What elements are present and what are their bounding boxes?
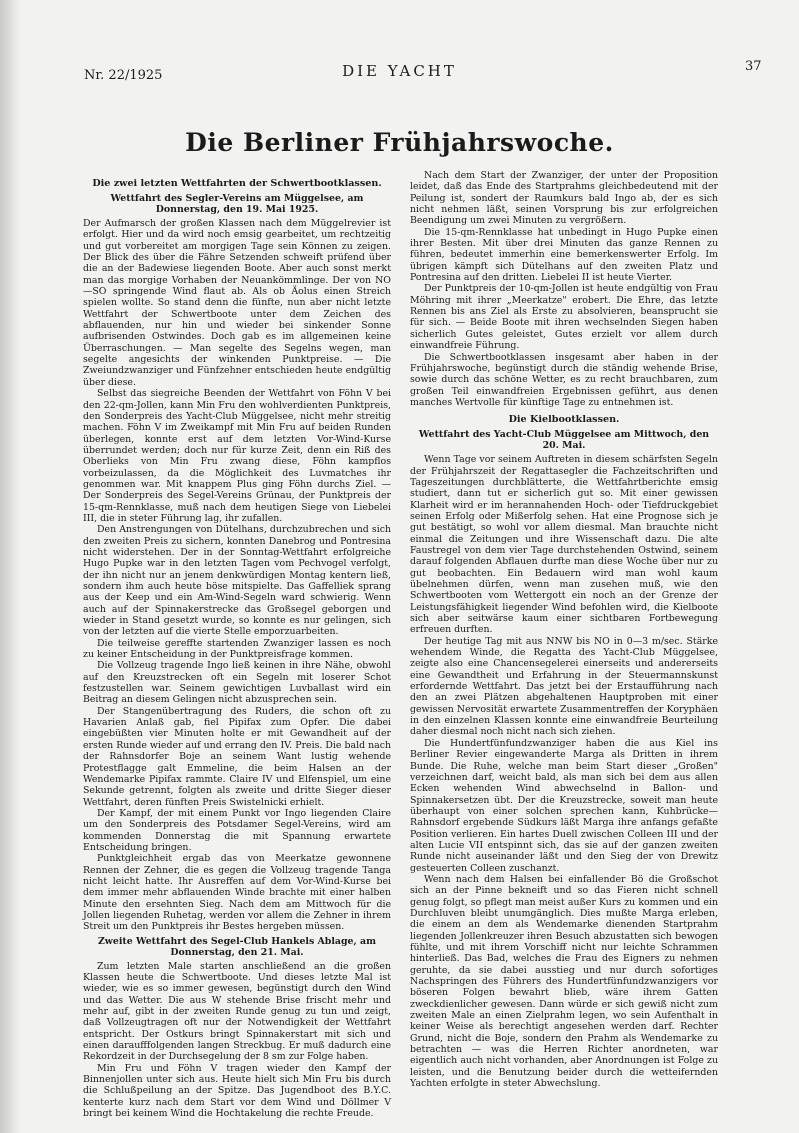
paragraph: Der Kampf, der mit einem Punkt vor Ingo liegenden Claire um den Sonderpreis des Potsdamer Segel-Vereins, wird am kommenden Donnerstag die mit Spannung erwartete Entscheidung bringen. [83,807,391,853]
paragraph: Den Anstrengungen von Dütelhans, durchzubrechen und sich den zweiten Preis zu sichern, konnten Danebrog und Pontresina nicht widerstehen. Der in der Sonntag-Wettfahrt erfolgreiche Hugo Pupke war in den letzten Tagen vom Pechvogel verfolgt, der ihn nicht nur an jenem denkwürdigen Montag kentern ließ, sondern ihm auch heute böse mitspielte. Das Gaffelliek sprang aus der Keep und ein Am-Wind-Segeln ward schwierig. Wenn auch auf der Spinnakerstrecke das Großsegel geborgen und wieder in Stand gesetzt wurde, so konnte es nur gelingen, sich von der letzten auf die vierte Stelle emporzuarbeiten. [83,524,391,638]
race-heading: Wettfahrt des Yacht-Club Müggelsee am Mittwoch, den 20. Mai. [418,429,710,452]
race-heading: Wettfahrt des Segler-Vereins am Müggelsee, am Donnerstag, den 19. Mai 1925. [110,193,364,215]
paragraph: Die 15-qm-Rennklasse hat unbedingt in Hugo Pupke einen ihrer Besten. Mit über drei Minuten das ganze Rennen zu führen, bedeutet immerhin eine bemerkenswerter Erfolg. Im übrigen kämpft sich Dütelhans auf den zweiten Platz und Pontresina auf den dritten. Liebelei II ist heute Vierter. [410,226,718,284]
paragraph: Der Punktpreis der 10-qm-Jollen ist heute endgültig von Frau Möhring mit ihrer „Meerkatze" erobert. Die Ehre, das letzte Rennen bis ans Ziel als Erste zu absolvieren, beansprucht sie für sich. — Beide Boote mit ihren wechselnden Siegen haben sicherlich Gutes geleistet, Gutes erzielt vor allem durch einwandfreie Führung. [410,283,718,352]
page-edge-shadow [0,0,20,1133]
page-number: 37 [745,59,762,74]
race-heading: Zweite Wettfahrt des Segel-Club Hankels Ablage, am Donnerstag, den 21. Mai. [97,935,377,958]
section-heading: Die zwei letzten Wettfahrten der Schwertbootklassen. [92,178,382,189]
paragraph: Der heutige Tag mit aus NNW bis NO in 0—3 m/sec. Stärke wehendem Winde, die Regatta des Yacht-Club Müggelsee, zeigte also eine Chancensegelerei einerseits und andererseits eine Gewandtheit und Erfahrung in der Steuermannskunst erfordernde Wettfahrt. Das jetzt bei der Erstaufführung nach den an zwei Plätzen abgehaltenen Hauptproben mit einer gewissen Nervosität erwartete Zusammentreffen der Koryphäen in den einzelnen Klassen konnte eine einwandfreie Beurteilung daher diesmal noch nicht nach sich ziehen. [410,635,718,738]
paragraph: Min Fru und Föhn V tragen wieder den Kampf der Binnenjollen unter sich aus. Heute hielt sich Min Fru bis durch die Schlußpeilung an der Spitze. Das Jugendboot des B.Y.C. kenterte kurz nach dem Start vor dem Wind und Döllmer V bringt bei keinem Wind die Hochtakelung die rechte Freude. [83,1062,391,1120]
paragraph: Der Aufmarsch der großen Klassen nach dem Müggelrevier ist erfolgt. Hier und da wird noch emsig gearbeitet, um rechtzeitig und gut vorbereitet am morgigen Tage sein Können zu zeigen. Der Blick des über die Fähre Setzenden schweift prüfend über die an der Badewiese liegenden Boote. Aber auch sonst merkt man das morgige Vorhaben der Neuankömmlinge. Der von NO—SO springende Wind flaut ab. Als ob Äolus einen Streich spielen wollte. So stand denn die fünfte, nun aber nicht letzte Wettfahrt der Schwertboote unter dem Zeichen des abflauenden, nur hin und wieder bei sinkender Sonne aufbrisenden Ostwindes. Doch gab es im allgemeinen keine Überraschungen. — Man segelte des Segelns wegen, man segelte angesichts der winkenden Punktpreise. — Die Zweiundzwanziger und Fünfzehner entschieden heute endgültig über diese. [83,218,391,388]
paragraph: Die Hundertfünfundzwanziger haben die aus Kiel ins Berliner Revier eingewanderte Marga als Dritten in ihrem Bunde. Die Ruhe, welche man beim Start dieser „Großen" verzeichnen darf, weicht bald, als man sich bei dem aus allen Ecken wehenden Wind abwechselnd in Ballon- und Spinnakersetzen übt. Der die Kreuzstrecke, soweit man heute überhaupt von einer solchen sprechen kann, Kuhbrücke—Rahnsdorf ergebende Südkurs läßt Marga ihre anfangs gefaßte Position verlieren. Ein hartes Duell zwischen Colleen III und der alten Lucie VII entspinnt sich, das sie auf der ganzen zweiten Runde nicht auseinander läßt und den Sieg der von Drewitz gesteuerten Colleen zuschanzt. [410,737,718,874]
left-column [83,176,391,1119]
paragraph: Die teilweise gereffte startenden Zwanziger lassen es noch zu keiner Entscheidung in der Punktpreisfrage kommen. [83,637,391,661]
paragraph: Zum letzten Male starten anschließend an die großen Klassen heute die Schwertboote. Und dieses letzte Mal ist wieder, wie es so immer gewesen, begünstigt durch den Wind und das Wetter. Die aus W stehende Brise frischt mehr und mehr auf, gibt in der zweiten Runde genug zu tun und zeigt, daß Vollzeugtragen oft nur der Notwendigkeit der Wettfahrt entspricht. Der Ostkurs bringt Spinnakerstart mit sich und einen daraufffolgenden langen Streckbug. Er muß dadurch eine Rekordzeit in der Durchsegelung der 8 sm zur Folge haben. [83,960,391,1063]
paragraph: Die Schwertbootklassen insgesamt aber haben in der Frühjahrswoche, begünstigt durch die ständig wehende Brise, sowie durch das schöne Wetter, es zu recht brauchbaren, zum großen Teil einwandfreien Ergebnissen geführt, aus denen manches Wertvolle für künftige Tage zu entnehmen ist. [410,351,718,408]
magazine-title: DIE YACHT [342,62,457,80]
paragraph: Selbst das siegreiche Beenden der Wettfahrt von Föhn V bei den 22-qm-Jollen, kann Min Fru den wohlverdienten Punktpreis, den Sonderpreis des Yacht-Club Müggelsee, nicht mehr streitig machen. Föhn V im Zweikampf mit Min Fru auf beiden Runden überlegen, konnte erst auf dem letzten Vor-Wind-Kurse überrundet werden; doch nur für kurze Zeit, denn ein Riß des Oberlieks von Min Fru zwang diese, Föhn kampflos vorbeizulassen, da die Möglichkeit des Luvmatches ihr genommen war. Mit knappem Plus ging Föhn durchs Ziel. — Der Sonderpreis des Segel-Vereins Grünau, der Punktpreis der 15-qm-Rennklasse, muß nach dem heutigen Siege von Liebelei III, die in steter Führung lag, ihr zufallen. [83,388,391,524]
paragraph: Der Stangenübertragung des Ruders, die schon oft zu Havarien Anlaß gab, fiel Pipifax zum Opfer. Die dabei eingebüßten vier Minuten holte er mit Gewandheit auf der ersten Runde wieder auf und errang den IV. Preis. Die bald nach der Rahnsdorfer Boje an seinem Want lustig wehende Protestflagge galt Emmeline, die beim Halsen an der Wendemarke Pipifax rammte. Claire IV und Elfenspiel, um eine Sekunde getrennt, folgten als zweite und dritte Sieger dieser Wettfahrt, deren fünften Preis Swistelnicki erhielt. [83,705,391,808]
paragraph: Punktgleichheit ergab das von Meerkatze gewonnene Rennen der Zehner, die es gegen die Vollzeug tragende Tanga nicht leicht hatte. Ihr Ausreffen auf dem Vor-Wind-Kurse bei dem immer mehr abflauenden Winde brachte mit einer halben Minute den ersehnten Sieg. Nach dem am Mittwoch für die Jollen liegenden Ruhetag, werden vor allem die Zehner in ihrem Streit um den Punktpreis ihr Bestes hergeben müssen. [83,853,391,933]
section-heading: Die Kielbootklassen. [508,414,620,426]
issue-number: Nr. 22/1925 [84,68,163,83]
right-column [410,170,718,1089]
paragraph: Nach dem Start der Zwanziger, der unter der Proposition leidet, daß das Ende des Startprahms gleichbedeutend mit der Peilung ist, sondert der Raumkurs bald Ingo ab, der es sich nicht nehmen läßt, seinen Vorsprung bis zur erfolgreichen Beendigung um zwei Minuten zu vergrößern. [410,170,718,227]
article-title: Die Berliner Frühjahrswoche. [185,128,614,157]
paragraph: Die Vollzeug tragende Ingo ließ keinen in ihre Nähe, obwohl auf den Kreuzstrecken oft ein Segeln mit loserer Schot festzustellen war. Seinem gewichtigen Luvballast wird ein Beitrag an diesem Gelingen nicht abzusprechen sein. [83,660,391,706]
paragraph: Wenn Tage vor seinem Auftreten in diesem schärfsten Segeln der Frühjahrszeit der Regattasegler die Fachzeitschriften und Tageszeitungen durchblätterte, die Wettfahrtberichte emsig studiert, dann tut er sicherlich gut so. Mit einer gewissen Klarheit wird er im herannahenden Hoch- oder Tiefdruckgebiet seinen Erfolg oder Mißerfolg sehen. Hat eine Prognose sich je gut bestätigt, so wohl vor allem diesmal. Man brauchte nicht einmal die Zeitungen und ihre Wissenschaft dazu. Die alte Faustregel von dem vier Tage durchstehenden Ostwind, seinem darauf folgenden Abflauen durfte man diese Woche über nur zu gut beobachten. Ein Bedauern wird man wohl kaum übelnehmen dürfen, wenn man zusehen muß, wie den Schwertbooten vom Wettergott ein noch an der Grenze der Leistungsfähigkeit liegender Wind befohlen wird, die Kielboote sich aber seitwärse kaum einer sichtbaren Fortbewegung erfreuen durften. [410,454,718,636]
paragraph: Wenn nach dem Halsen bei einfallender Bö die Großschot sich an der Pinne bekneift und so das Fieren nicht schnell genug folgt, so pflegt man meist außer Kurs zu kommen und ein Durchluven bleibt unumgänglich. Dies mußte Marga erleben, die einem an dem als Wendemarke dienenden Startprahm liegenden Jollenkreuzer ihren Besuch abzustatten sich bewogen fühlte, und mit ihrem Vorschiff nicht nur leichte Schrammen hinterließ. Das Bad, welches die Frau des Eigners zu nehmen geruhte, da sie dabei ausstieg und nur durch sofortiges Nachspringen des Führers des Hundertfünfundzwanzigers vor böseren Folgen bewahrt blieb, wäre ihrem Gatten zweckdienlicher gewesen. Dann würde er sich gewiß nicht zum zweiten Male an einen Zielprahm legen, wo sein Aufenthalt in keiner Weise als berechtigt angesehen werden darf. Rechter Grund, nicht die Boje, sondern den Prahm als Wendemarke zu betrachten — was die Herren Richter anordneten, war eigentlich auch nicht vorhanden, aber Anordnungen ist Folge zu leisten, und die Benutzung beider durch die wetteifernden Yachten erfolgte in steter Abwechslung. [410,873,718,1090]
